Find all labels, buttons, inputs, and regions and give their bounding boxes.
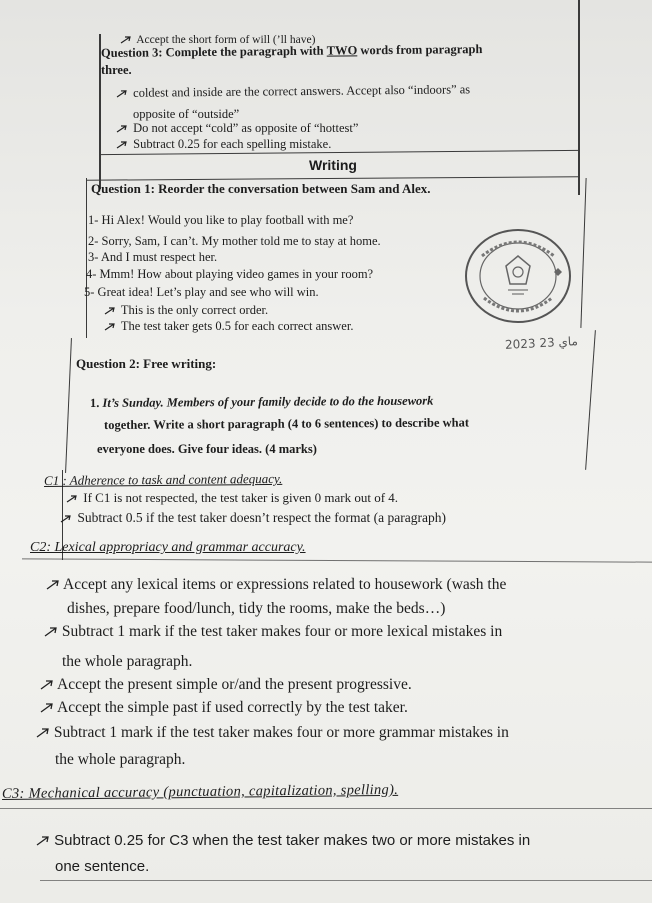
q2-prompt-line3: everyone does. Give four ideas. (4 marks) [97, 442, 317, 456]
c3-divider [0, 808, 652, 809]
q3-bullet-1-line2: opposite of “outside” [133, 107, 240, 121]
q1-line-2: 2- Sorry, Sam, I can’t. My mother told me to stay at home. [88, 234, 381, 248]
q3-label: Question 3: [100, 45, 163, 60]
c2-bullet-2-line1: Subtract 1 mark if the test taker makes four or more lexical mistakes in [61, 623, 503, 640]
q3-question-line2: three. [101, 63, 132, 77]
q1-note-1-text: This is the only correct order. [120, 303, 269, 317]
q1-note-1 [104, 303, 268, 317]
stamp-date: 2023 ماي 23 [504, 334, 579, 352]
q3-text-post: words from paragraph [360, 42, 483, 58]
writing-header: Writing [309, 157, 357, 173]
q3-bullet-1 [116, 82, 470, 100]
q3-question-line1 [101, 42, 483, 60]
official-seal-stamp [462, 226, 574, 331]
q2-prompt-line1 [90, 394, 433, 411]
c1-bullet-1-text: If C1 is not respected, the test taker is given 0 mark out of 4. [83, 490, 399, 505]
c1-bullet-2 [60, 510, 446, 526]
q2-prompt-line1-text: It’s Sunday. Members of your family decide to do the housework [102, 393, 434, 410]
c1-bullet-2-text: Subtract 0.5 if the test taker doesn’t respect the format (a paragraph) [77, 510, 446, 525]
q1-line-4: 4- Mmm! How about playing video games in your room? [86, 267, 374, 281]
q1-note-2 [104, 319, 353, 333]
c1-bullet-1 [66, 491, 398, 506]
arrow-bullet-icon [36, 724, 50, 742]
q3-text-pre: Complete the paragraph with [165, 43, 324, 60]
q2-prompt-line2: together. Write a short paragraph (4 to 6 sentences) to describe what [103, 415, 470, 432]
arrow-bullet-icon [104, 319, 118, 333]
q1-note-2-text: The test taker gets 0.5 for each correct answer. [120, 319, 354, 333]
arrow-bullet-icon [40, 699, 54, 717]
q2-title: Question 2: Free writing: [76, 356, 217, 371]
arrow-bullet-icon [60, 510, 74, 526]
c2-bullet-1-line2: dishes, prepare food/lunch, tidy the rooms, make the beds…) [67, 600, 446, 617]
c2-bullet-5-line1: Subtract 1 mark if the test taker makes four or more grammar mistakes in [53, 724, 509, 741]
c2-bullet-2 [44, 623, 502, 641]
q3-text-key: TWO [326, 43, 358, 58]
frame-right-top [578, 0, 580, 195]
bottom-divider [40, 880, 652, 881]
arrow-bullet-icon [116, 86, 130, 101]
arrow-bullet-icon [36, 832, 50, 849]
c2-bullet-4-text: Accept the simple past if used correctly by the test taker. [57, 699, 408, 716]
frame-right-mid [580, 178, 587, 328]
q2-prompt-number: 1. [89, 395, 100, 410]
c1-heading: C1 : Adherence to task and content adequacy. [43, 470, 283, 488]
q3-bullet-2 [116, 121, 358, 135]
c3-bullet-1-line2: one sentence. [55, 858, 150, 875]
q1-line-5: 5- Great idea! Let’s play and see who will win. [84, 285, 319, 299]
c2-bullet-2-line2: the whole paragraph. [62, 653, 193, 670]
arrow-bullet-icon [46, 576, 60, 594]
c2-bullet-5 [36, 724, 509, 742]
c2-bullet-4 [40, 699, 408, 717]
c3-bullet-1 [36, 832, 530, 849]
arrow-bullet-icon [66, 491, 80, 506]
c3-heading: C3: Mechanical accuracy (punctuation, capitalization, spelling). [1, 781, 399, 802]
q3-top-note-text: Accept the short form of will (’ll have) [136, 34, 316, 46]
frame-left-lower [65, 338, 72, 473]
c3-bullet-1-line1: Subtract 0.25 for C3 when the test taker makes two or more mistakes in [54, 832, 531, 849]
q3-bullet-1-line1: coldest and inside are the correct answers. Accept also “indoors” as [133, 82, 471, 100]
c2-bullet-1-line1: Accept any lexical items or expressions related to housework (wash the [63, 576, 507, 593]
arrow-bullet-icon [116, 121, 130, 135]
q3-bullet-3-text: Subtract 0.25 for each spelling mistake. [133, 137, 332, 151]
arrow-bullet-icon [44, 623, 58, 641]
c2-bullet-3-text: Accept the present simple or/and the present progressive. [57, 676, 412, 693]
c2-divider [22, 558, 652, 562]
arrow-bullet-icon [40, 676, 54, 694]
q1-line-1: 1- Hi Alex! Would you like to play football with me? [88, 213, 354, 227]
q3-bullet-3 [116, 137, 331, 151]
c2-heading: C2: Lexical appropriacy and grammar accuracy. [30, 540, 306, 555]
frame-right-lower [585, 330, 596, 470]
arrow-bullet-icon [116, 137, 130, 151]
q1-line-3: 3- And I must respect her. [88, 250, 218, 264]
q1-title: Question 1: Reorder the conversation between Sam and Alex. [91, 181, 431, 196]
c2-bullet-1 [46, 576, 506, 594]
c2-bullet-3 [40, 676, 412, 694]
q3-bullet-2-text: Do not accept “cold” as opposite of “hottest” [133, 121, 359, 135]
arrow-bullet-icon [104, 303, 118, 317]
c2-bullet-5-line2: the whole paragraph. [55, 751, 186, 768]
